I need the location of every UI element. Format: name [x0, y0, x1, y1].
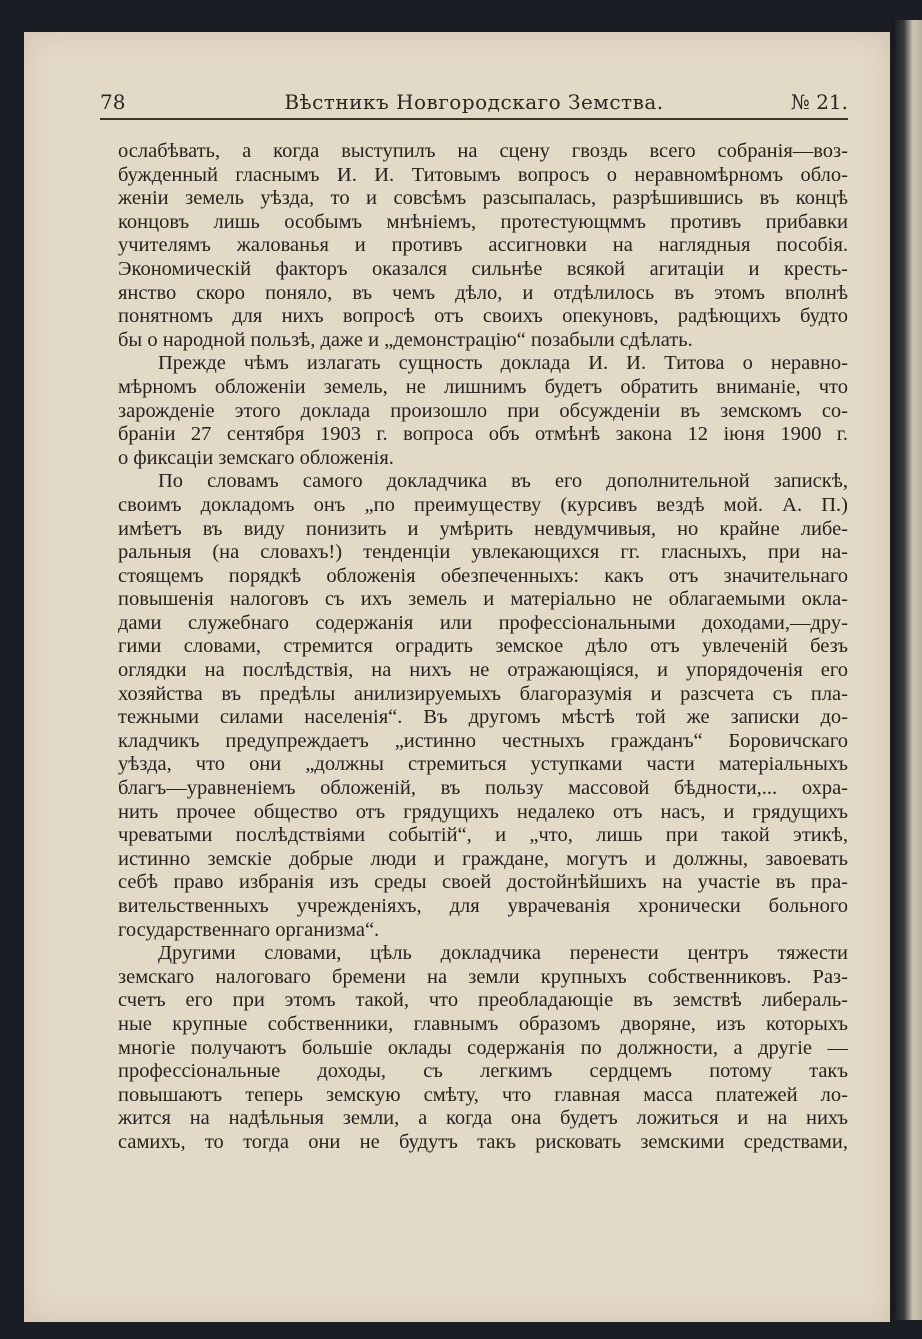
text-line: истинно земскіе добрые люди и граждане, могутъ и должны, завоевать — [118, 847, 848, 870]
paragraph-2 — [118, 352, 848, 470]
paragraph-1 — [118, 140, 848, 352]
text-line: бы о народной пользѣ, даже и „демонстрацію“ позабыли сдѣлать. — [118, 328, 693, 351]
text-line: оглядки на послѣдствія, на нихъ не отражающіяся, и упорядоченія его — [118, 659, 848, 682]
text-line: повышаютъ теперь земскую смѣту, что главная масса платежей ло- — [118, 1083, 848, 1106]
text-line: дами служебнаго содержанія или профессіональными доходами,—дру- — [118, 611, 848, 634]
text-line: Прежде чѣмъ излагать сущность доклада И. И. Титова о неравно- — [158, 352, 848, 375]
article-body — [118, 140, 848, 1155]
header-rule — [100, 118, 848, 120]
text-line: Экономическій факторъ оказался сильнѣе всякой агитаціи и кресть- — [118, 257, 848, 280]
text-line: По словамъ самого докладчика въ его дополнительной запискѣ, — [158, 470, 848, 493]
book-edge — [892, 20, 922, 1320]
text-line: ослабѣвать, а когда выступилъ на сцену гвоздь всего собранія—воз- — [118, 140, 848, 162]
text-line: стоящемъ порядкѣ обложенія обезпеченныхъ: какъ отъ значительнаго — [118, 564, 848, 587]
text-line: тежными силами населенія“. Въ другомъ мѣстѣ той же записки до- — [118, 706, 848, 729]
text-line: имѣетъ въ виду понизить и умѣрить невдумчивыя, но крайне либе- — [118, 517, 848, 540]
text-line: о фиксаціи земскаго обложенія. — [118, 446, 394, 469]
text-line: гими словами, стремится оградить земское дѣло отъ увлеченій безъ — [118, 635, 848, 658]
text-line: янство скоро поняло, въ чемъ дѣло, и отдѣлилось въ этомъ вполнѣ — [118, 281, 848, 304]
text-line: жится на надѣльныя земли, а когда она будетъ ложиться и на нихъ — [118, 1107, 848, 1130]
text-line: себѣ право избранія изъ среды своей достойнѣйшихъ на участіе въ пра- — [118, 871, 848, 894]
text-line: чреватыми послѣдствіями событій“, и „что, лишь при такой этикѣ, — [118, 824, 848, 847]
text-line: ные крупные собственники, главнымъ образомъ дворяне, изъ которыхъ — [118, 1012, 848, 1035]
text-line: понятномъ для нихъ вопросѣ отъ своихъ опекуновъ, радѣющихъ будто — [118, 305, 848, 328]
text-line: повышенія налоговъ съ ихъ земель и матеріально не облагаемыми окла- — [118, 588, 848, 611]
text-line: многіе получаютъ большіе оклады содержанія по должности, а другіе — — [118, 1036, 848, 1059]
text-line: мѣрномъ обложеніи земель, не лишнимъ будетъ обратить вниманіе, что — [118, 375, 848, 398]
text-line: самихъ, то тогда они не будутъ такъ рисковать земскими средствами, — [118, 1130, 848, 1153]
text-line: Другими словами, цѣль докладчика перенести центръ тяжести — [158, 942, 848, 965]
text-line: браніи 27 сентября 1903 г. вопроса объ отмѣнѣ закона 12 іюня 1900 г. — [118, 423, 848, 446]
text-line: благъ—уравненіемъ обложеній, въ пользу массовой бѣдности,... охра- — [118, 777, 848, 800]
text-line: вительственныхъ учрежденіяхъ, для уврачеванія хронически больного — [118, 895, 848, 917]
text-line: концовъ лишь особымъ мнѣніемъ, протестующммъ противъ прибавки — [118, 210, 848, 233]
text-line: хозяйства въ предѣлы анилизируемыхъ благоразумія и разсчета съ пла- — [118, 682, 848, 705]
text-line: счетъ его при этомъ такой, что преобладающіе въ земствѣ либераль- — [118, 989, 848, 1012]
text-line: земскаго налоговаго бремени на земли крупныхъ собственниковъ. Раз- — [118, 965, 848, 988]
page-number: 78 — [100, 90, 126, 114]
text-line: государственнаго организма“. — [118, 918, 380, 941]
text-line: бужденный гласнымъ И. И. Титовымъ вопросъ о неравномѣрномъ обло- — [118, 163, 848, 186]
text-line: уѣзда, что они „должны стремиться уступками части матеріальныхъ — [118, 753, 848, 776]
text-line: своимъ докладомъ онъ „по преимуществу (курсивъ вездѣ мой. А. П.) — [118, 493, 848, 516]
text-line: ральныя (на словахъ!) тенденціи увлекающихся гг. гласныхъ, при на- — [118, 541, 848, 564]
text-line: учителямъ жалованья и противъ ассигновки на наглядныя пособія. — [118, 234, 848, 257]
paragraph-3 — [118, 470, 848, 942]
issue-number: № 21. — [790, 90, 848, 114]
text-line: профессіональные доходы, съ легкимъ сердцемъ потому такъ — [118, 1060, 848, 1083]
running-header — [100, 88, 848, 118]
text-line: кладчикъ предупреждаетъ „истинно честныхъ гражданъ“ Боровичскаго — [118, 729, 848, 752]
text-line: женіи земель уѣзда, то и совсѣмъ разсыпалась, разрѣшившись въ концѣ — [118, 187, 848, 210]
journal-title: Вѣстникъ Новгородскаго Земства. — [284, 90, 664, 114]
text-line: нить прочее общество отъ грядущихъ недалеко отъ насъ, и грядущихъ — [118, 800, 848, 823]
paragraph-4 — [118, 942, 848, 1154]
text-line: зарожденіе этого доклада произошло при обсужденіи въ земскомъ со- — [118, 399, 848, 422]
